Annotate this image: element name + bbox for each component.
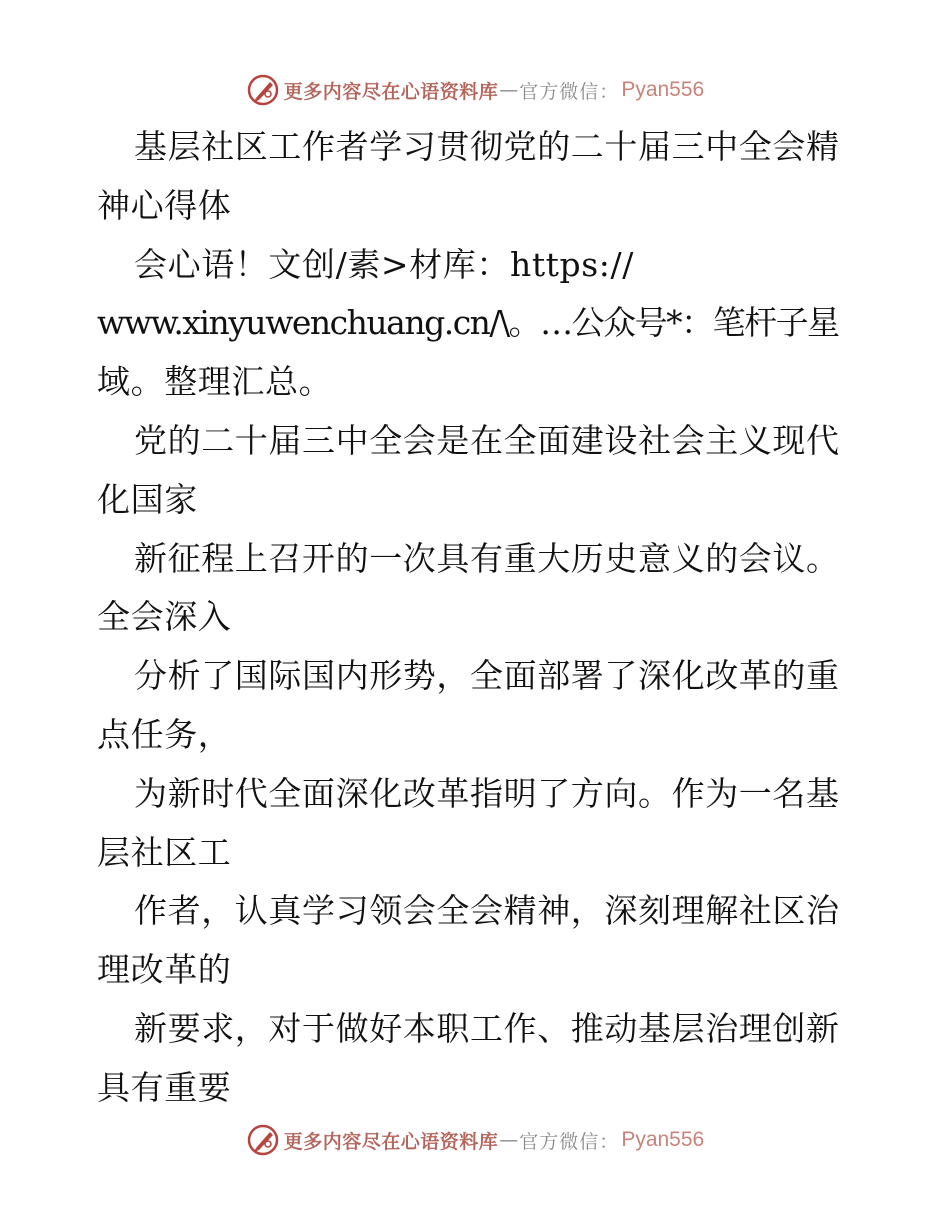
paragraph-line: 点任务，: [97, 714, 232, 754]
watermark-official-label: 官方微信：: [519, 80, 620, 103]
header-watermark: [0, 70, 950, 110]
paragraph-line: 全会深入: [97, 597, 232, 637]
paragraph-line: 理改革的: [97, 950, 232, 990]
paragraph-line: 新征程上召开的一次具有重大历史意义的会议。: [134, 538, 840, 578]
paragraph-line: 新要求，对于做好本职工作、推动基层治理创新: [134, 1008, 840, 1048]
paragraph-line: 化国家: [97, 479, 198, 519]
quill-logo-icon: [246, 1123, 280, 1157]
footer-watermark: [0, 1120, 950, 1160]
paragraph-line: 党的二十届三中全会是在全面建设社会主义现代: [134, 420, 840, 460]
watermark-official-label: 官方微信：: [519, 1130, 620, 1153]
title-line-1: 基层社区工作者学习贯彻党的二十届三中全会精: [134, 127, 840, 166]
paragraph-line: 为新时代全面深化改革指明了方向。作为一名基: [134, 773, 840, 813]
title-line-2: 神心得体: [97, 185, 232, 225]
watermark-dash: —: [499, 1129, 519, 1151]
paragraph-line: 分析了国际国内形势，全面部署了深化改革的重: [134, 656, 840, 696]
watermark-main-text: 更多内容尽在心语资料库: [283, 1130, 499, 1153]
paragraph-line: 作者，认真学习领会全会精神，深刻理解社区治: [134, 891, 840, 931]
document-body: [97, 118, 857, 1118]
paragraph-line: 层社区工: [97, 832, 232, 872]
source-line-3: 域。整理汇总。: [97, 362, 333, 402]
watermark-wechat-id: Pyan556: [621, 78, 705, 101]
watermark-wechat-id: Pyan556: [621, 1128, 705, 1151]
quill-logo-icon: [246, 73, 280, 107]
source-line-2: www.xinyuwenchuang.cn/\。…公众号*：笔杆子星: [97, 303, 839, 343]
paragraph-line: 具有重要: [97, 1067, 232, 1107]
watermark-dash: —: [499, 79, 519, 101]
watermark-main-text: 更多内容尽在心语资料库: [283, 80, 499, 103]
source-line-1: 会心语！文创/素>材库：https://: [134, 244, 634, 284]
